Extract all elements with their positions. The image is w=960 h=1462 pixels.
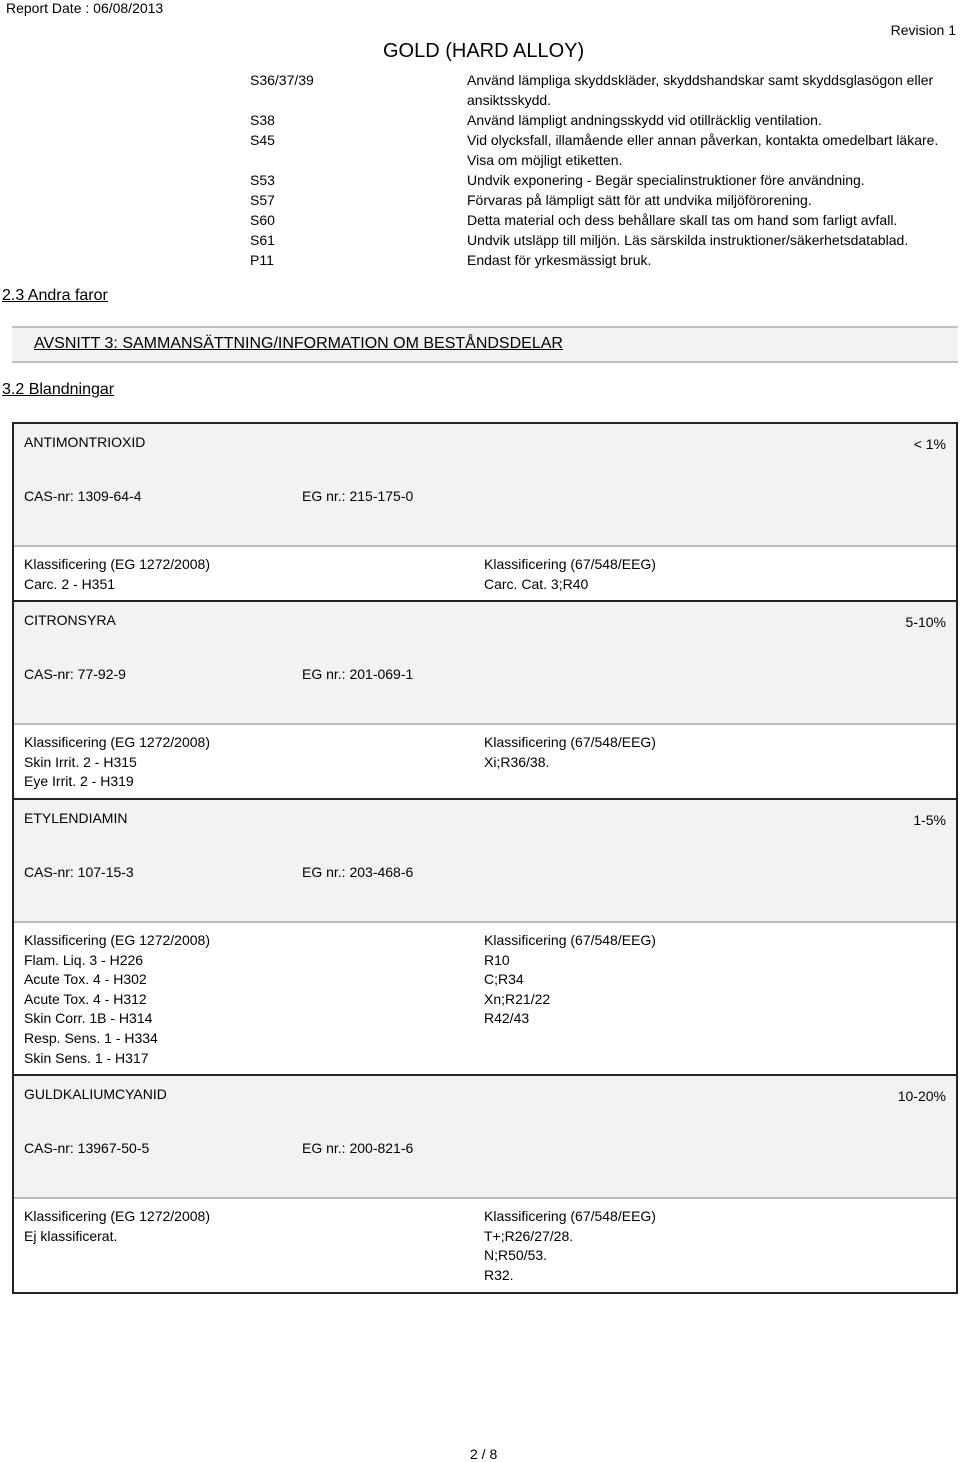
mixtures-list — [12, 422, 958, 1294]
section-heading-mixtures: 3.2 Blandningar — [2, 381, 115, 398]
clp-entry: Flam. Liq. 3 - H226 — [24, 951, 144, 968]
dsd-entry: Xn;R21/22 — [484, 990, 551, 1007]
phrase-row — [0, 70, 960, 110]
clp-classification — [24, 931, 484, 1068]
phrase-text: Undvik exponering - Begär specialinstruktioner före användning. — [467, 172, 865, 188]
dsd-entry: T+;R26/27/28. — [484, 1227, 574, 1244]
clp-header: Klassificering (EG 1272/2008) — [24, 734, 210, 751]
phrase-code: S38 — [250, 112, 275, 128]
component-classification — [14, 1199, 956, 1291]
cas-number: CAS-nr: 1309-64-4 — [24, 488, 142, 504]
dsd-header: Klassificering (67/548/EEG) — [484, 931, 656, 948]
eg-number: EG nr.: 203-468-6 — [302, 863, 414, 880]
dsd-entry: C;R34 — [484, 971, 524, 988]
clp-entry: Ej klassificerat. — [24, 1227, 118, 1244]
section-3-banner — [12, 326, 958, 363]
phrase-text: Använd lämpligt andningsskydd vid otillräcklig ventilation. — [467, 112, 822, 128]
component-concentration: 10-20% — [897, 1088, 946, 1105]
phrase-text: Detta material och dess behållare skall tas om hand som farligt avfall. — [467, 212, 898, 228]
clp-entry: Skin Corr. 1B - H314 — [24, 1010, 153, 1027]
phrase-code: S57 — [250, 192, 275, 208]
dsd-entry: R42/43 — [484, 1010, 530, 1027]
dsd-header: Klassificering (67/548/EEG) — [484, 556, 656, 572]
cas-number: CAS-nr: 13967-50-5 — [24, 1140, 150, 1157]
component-concentration: 1-5% — [913, 811, 946, 828]
clp-classification — [24, 1207, 484, 1246]
phrase-row — [0, 110, 960, 130]
phrase-text: Endast för yrkesmässigt bruk. — [467, 252, 652, 268]
component-classification — [14, 725, 956, 798]
component-header — [14, 424, 956, 547]
phrase-text: Använd lämpliga skyddskläder, skyddshandskar samt skyddsglasögon eller ansiktsskydd. — [467, 72, 934, 108]
component-classification — [14, 923, 956, 1074]
dsd-entry: R32. — [484, 1266, 514, 1283]
component-name: ANTIMONTRIOXID — [24, 434, 146, 450]
clp-header: Klassificering (EG 1272/2008) — [24, 931, 210, 948]
phrase-row — [0, 170, 960, 190]
phrase-code: S53 — [250, 172, 275, 188]
risk-safety-phrases — [0, 70, 960, 270]
document-title: GOLD (HARD ALLOY) — [383, 40, 585, 62]
clp-header: Klassificering (EG 1272/2008) — [24, 1208, 210, 1225]
section-3-title: AVSNITT 3: SAMMANSÄTTNING/INFORMATION OM BESTÅNDSDELAR — [34, 335, 563, 352]
dsd-classification — [484, 733, 924, 772]
clp-classification — [24, 733, 484, 792]
dsd-header: Klassificering (67/548/EEG) — [484, 734, 656, 751]
component-header — [14, 800, 956, 923]
clp-entry: Skin Sens. 1 - H317 — [24, 1049, 149, 1066]
phrase-text: Förvaras på lämpligt sätt för att undvika miljöförorening. — [467, 192, 812, 208]
component-name: GULDKALIUMCYANID — [24, 1086, 167, 1103]
component-name: CITRONSYRA — [24, 612, 116, 629]
dsd-classification — [484, 1207, 924, 1285]
cas-number: CAS-nr: 77-92-9 — [24, 666, 126, 683]
eg-number: EG nr.: 215-175-0 — [302, 488, 414, 504]
phrase-code: S61 — [250, 232, 275, 248]
revision-label: Revision 1 — [890, 22, 956, 38]
phrase-row — [0, 230, 960, 250]
component-name: ETYLENDIAMIN — [24, 809, 128, 826]
dsd-entry: R10 — [484, 951, 510, 968]
phrase-row — [0, 250, 960, 270]
phrase-code: S36/37/39 — [250, 72, 314, 88]
page-number: 2 / 8 — [470, 1446, 498, 1462]
clp-entry: Skin Irrit. 2 - H315 — [24, 753, 137, 770]
clp-entry: Resp. Sens. 1 - H334 — [24, 1029, 158, 1046]
dsd-header: Klassificering (67/548/EEG) — [484, 1208, 656, 1225]
clp-entry: Eye Irrit. 2 - H319 — [24, 773, 134, 790]
phrase-row — [0, 190, 960, 210]
report-date: Report Date : 06/08/2013 — [6, 0, 164, 16]
component-classification — [14, 547, 956, 600]
phrase-row — [0, 130, 960, 170]
phrase-code: S45 — [250, 132, 275, 148]
dsd-classification — [484, 931, 924, 1029]
component-header — [14, 1076, 956, 1199]
phrase-text: Vid olycksfall, illamående eller annan påverkan, kontakta omedelbart läkare. Visa om möjligt etiketten. — [467, 132, 939, 168]
component-block — [12, 422, 958, 602]
dsd-entry: Xi;R36/38. — [484, 753, 550, 770]
clp-entry: Carc. 2 - H351 — [24, 575, 116, 592]
phrase-row — [0, 210, 960, 230]
dsd-entry: Carc. Cat. 3;R40 — [484, 575, 589, 592]
phrase-code: S60 — [250, 212, 275, 228]
section-heading-other-hazards: 2.3 Andra faror — [2, 287, 108, 304]
component-header — [14, 602, 956, 725]
dsd-entry: N;R50/53. — [484, 1247, 548, 1264]
clp-classification — [24, 555, 484, 594]
component-block — [12, 800, 958, 1076]
cas-number: CAS-nr: 107-15-3 — [24, 863, 134, 880]
eg-number: EG nr.: 200-821-6 — [302, 1140, 414, 1157]
clp-entry: Acute Tox. 4 - H302 — [24, 971, 147, 988]
component-concentration: < 1% — [913, 436, 946, 452]
clp-header: Klassificering (EG 1272/2008) — [24, 556, 210, 572]
component-concentration: 5-10% — [905, 614, 946, 631]
clp-entry: Acute Tox. 4 - H312 — [24, 990, 147, 1007]
component-block — [12, 1076, 958, 1293]
dsd-classification — [484, 555, 924, 594]
eg-number: EG nr.: 201-069-1 — [302, 666, 414, 683]
component-block — [12, 602, 958, 800]
phrase-code: P11 — [250, 252, 274, 268]
phrase-text: Undvik utsläpp till miljön. Läs särskilda instruktioner/säkerhetsdatablad. — [467, 232, 909, 248]
